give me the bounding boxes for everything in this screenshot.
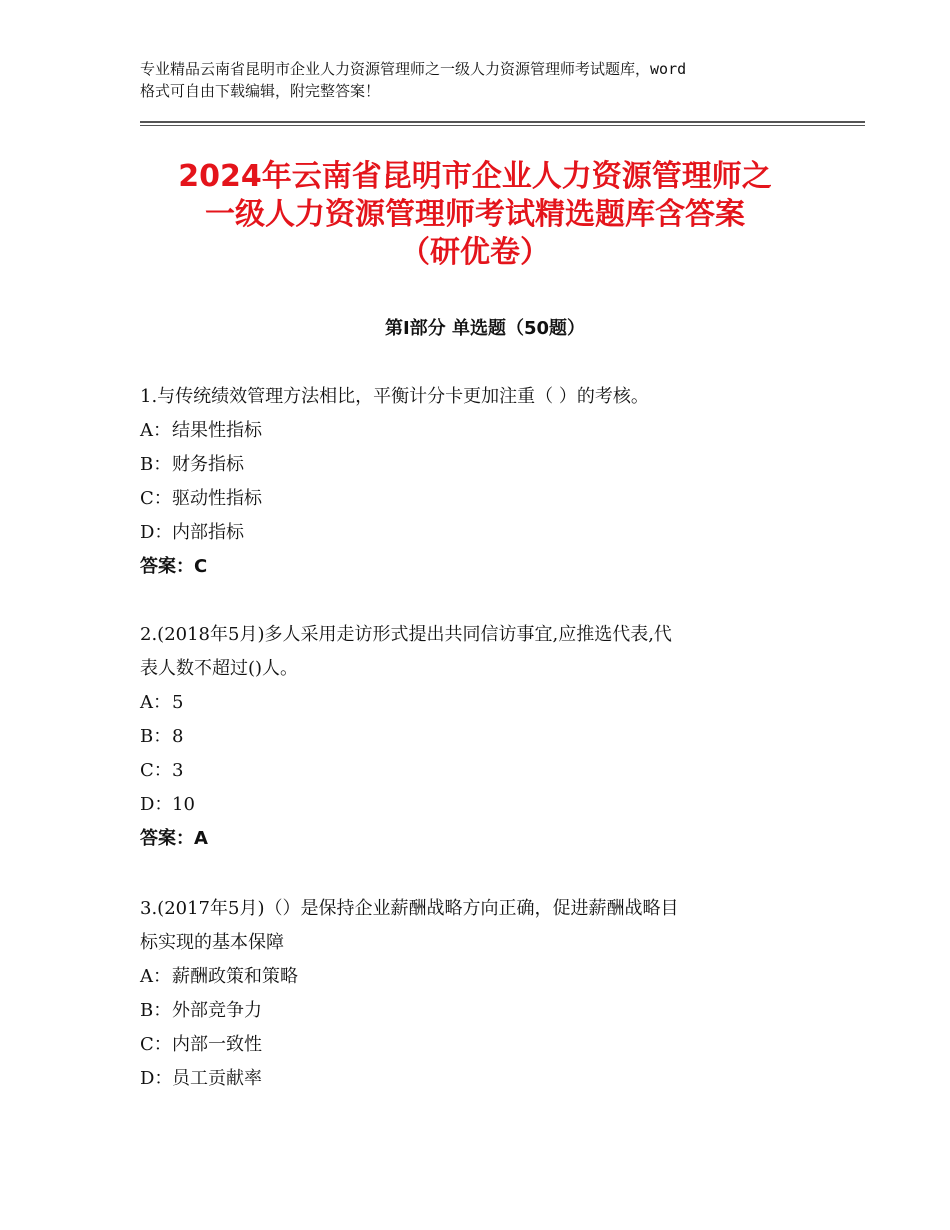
title-line-3: （研优卷） xyxy=(400,235,550,270)
option-text: 内部一致性 xyxy=(172,1034,262,1055)
option-text: 内部指标 xyxy=(172,522,244,543)
option-text: 员工贡献率 xyxy=(172,1068,262,1089)
option-b xyxy=(140,448,820,482)
option-d xyxy=(140,788,820,822)
header-note-line-2: 格式可自由下载编辑，附完整答案！ xyxy=(140,82,381,100)
answer-value: C xyxy=(194,556,208,577)
option-letter: A： xyxy=(140,420,171,441)
question-text-continued: 标实现的基本保障 xyxy=(140,932,284,953)
option-c xyxy=(140,482,820,516)
option-text: 8 xyxy=(172,726,184,747)
option-letter: D： xyxy=(140,1068,173,1089)
option-letter: C： xyxy=(140,760,172,781)
option-c xyxy=(140,754,820,788)
answer-label: 答案： xyxy=(140,828,194,849)
option-text: 10 xyxy=(172,794,195,815)
answer-label: 答案： xyxy=(140,556,194,577)
option-text: 3 xyxy=(172,760,184,781)
title-line-1: 2024年云南省昆明市企业人力资源管理师之 xyxy=(178,159,772,194)
option-letter: B： xyxy=(140,454,172,475)
option-d xyxy=(140,1062,820,1096)
option-a xyxy=(140,686,820,720)
option-letter: C： xyxy=(140,488,172,509)
option-b xyxy=(140,720,820,754)
option-c xyxy=(140,1028,820,1062)
option-text: 财务指标 xyxy=(172,454,244,475)
option-b xyxy=(140,994,820,1028)
header-note xyxy=(140,58,830,102)
option-letter: A： xyxy=(140,692,171,713)
option-a xyxy=(140,414,820,448)
question-2 xyxy=(140,618,820,856)
option-letter: D： xyxy=(140,522,173,543)
option-letter: A： xyxy=(140,966,171,987)
option-text: 结果性指标 xyxy=(172,420,262,441)
section-title: 第Ⅰ部分 单选题（50题） xyxy=(384,318,585,339)
question-text: 1.与传统绩效管理方法相比，平衡计分卡更加注重（ ）的考核。 xyxy=(140,386,649,407)
answer xyxy=(140,822,820,856)
option-a xyxy=(140,960,820,994)
header-note-line-1: 专业精品云南省昆明市企业人力资源管理师之一级人力资源管理师考试题库，word xyxy=(140,60,687,78)
question-text-continued: 表人数不超过()人。 xyxy=(140,658,299,679)
header-divider xyxy=(140,121,865,123)
option-text: 外部竞争力 xyxy=(172,1000,262,1021)
option-letter: C： xyxy=(140,1034,172,1055)
option-text: 5 xyxy=(172,692,184,713)
option-letter: B： xyxy=(140,726,172,747)
option-text: 薪酬政策和策略 xyxy=(172,966,298,987)
document-title xyxy=(120,158,830,272)
title-line-2: 一级人力资源管理师考试精选题库含答案 xyxy=(205,197,745,232)
question-text: 2.(2018年5月)多人采用走访形式提出共同信访事宜,应推选代表,代 xyxy=(140,624,672,645)
header-divider-thin xyxy=(140,125,865,126)
question-1 xyxy=(140,380,820,584)
option-d xyxy=(140,516,820,550)
question-3 xyxy=(140,892,820,1096)
option-letter: B： xyxy=(140,1000,172,1021)
question-text: 3.(2017年5月)（）是保持企业薪酬战略方向正确，促进薪酬战略目 xyxy=(140,898,679,919)
option-letter: D： xyxy=(140,794,173,815)
answer xyxy=(140,550,820,584)
answer-value: A xyxy=(194,828,208,849)
option-text: 驱动性指标 xyxy=(172,488,262,509)
